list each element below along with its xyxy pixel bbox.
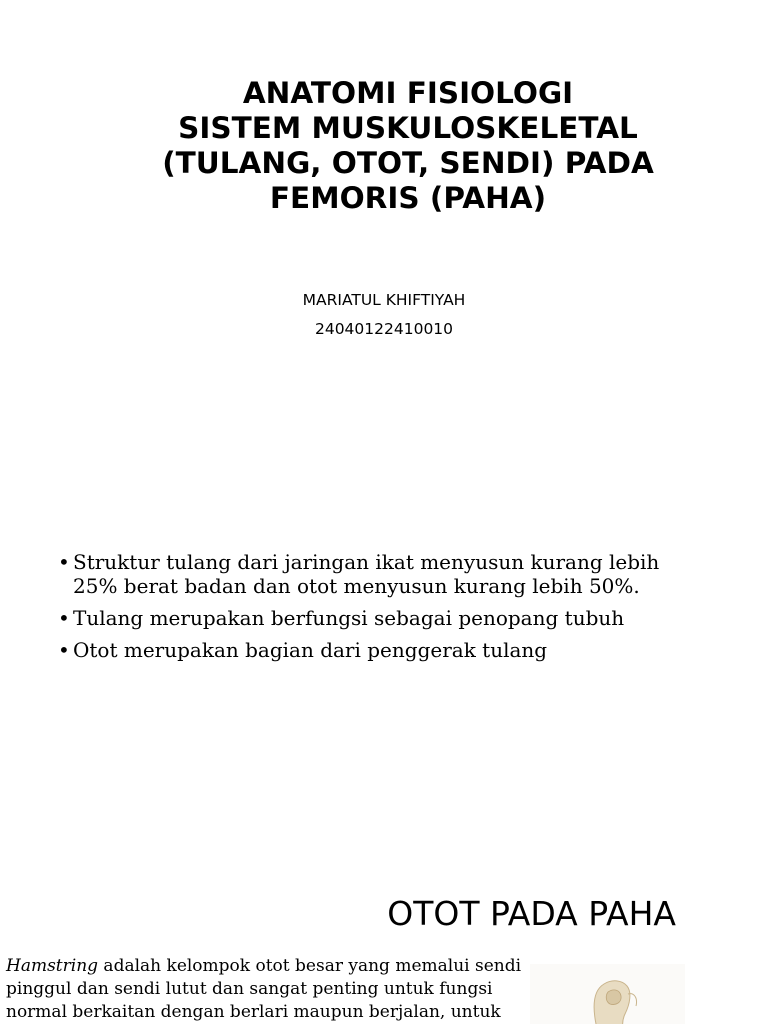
title-line: SISTEM MUSKULOSKELETAL xyxy=(178,111,638,145)
slide-bullets xyxy=(0,384,768,768)
paragraph-line: pinggul dan sendi lutut dan sangat penting untuk fungsi xyxy=(6,979,493,999)
bullet-item: • Tulang merupakan berfungsi sebagai penopang tubuh xyxy=(58,606,698,630)
slide-title xyxy=(0,0,768,384)
pelvis-bone-icon xyxy=(530,964,685,1024)
bullet-item: • Otot merupakan bagian dari penggerak tulang xyxy=(58,638,698,662)
title-line: ANATOMI FISIOLOGI xyxy=(242,76,574,110)
slide-muscles xyxy=(0,768,768,1024)
section-heading: OTOT PADA PAHA xyxy=(387,894,676,933)
bullet-list xyxy=(58,550,698,670)
title-line: FEMORIS (PAHA) xyxy=(269,181,547,215)
title-line: (TULANG, OTOT, SENDI) PADA xyxy=(162,146,654,180)
hamstring-paragraph xyxy=(6,955,522,1024)
author-block xyxy=(184,286,584,343)
slide-title-heading xyxy=(100,76,716,216)
student-id: 24040122410010 xyxy=(314,319,454,338)
paragraph-line: normal berkaitan dengan berlari maupun berjalan, untuk xyxy=(6,1002,501,1022)
paragraph-text: adalah kelompok otot besar yang memalui sendi xyxy=(98,956,522,976)
term-hamstring: Hamstring xyxy=(6,956,99,976)
pelvis-bone-illustration xyxy=(530,964,685,1024)
paragraph-line xyxy=(6,955,522,978)
author-name: MARIATUL KHIFTIYAH xyxy=(302,291,466,309)
bullet-item: • Struktur tulang dari jaringan ikat menyusun kurang lebih 25% berat badan dan otot menyusun kurang lebih 50%. xyxy=(58,550,698,598)
